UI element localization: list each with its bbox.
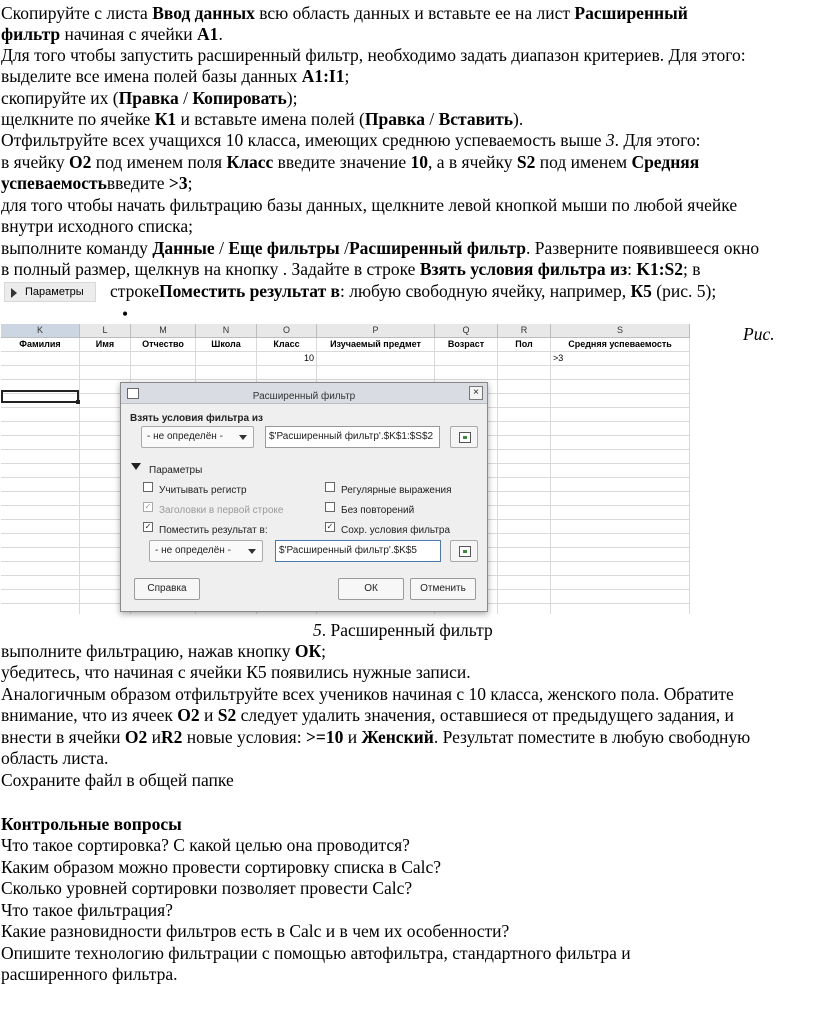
grid-cell[interactable] [1,590,80,604]
options-toggle-chip [4,282,96,302]
grid-cell[interactable] [498,394,551,408]
grid-cell[interactable] [1,520,80,534]
column-header-l[interactable]: L [80,324,131,338]
copy-results-label: Поместить результат в: [159,525,268,536]
grid-cell[interactable] [551,422,690,436]
grid-cell[interactable] [551,408,690,422]
figure-label: Рис. [743,324,775,344]
cell-s2[interactable]: >3 [551,352,690,366]
questions-heading: Контрольные вопросы [1,814,182,834]
grid-cell[interactable] [498,562,551,576]
output-shrink-button[interactable] [450,540,478,562]
grid-cell[interactable] [551,436,690,450]
grid-cell[interactable] [1,436,80,450]
cancel-button[interactable]: Отменить [410,578,476,600]
grid-cell[interactable] [551,534,690,548]
instruction-line: скопируйте их (Правка / Копировать); [1,88,298,108]
grid-cell[interactable] [1,464,80,478]
cell-r2[interactable] [498,352,551,366]
shrink-icon [459,432,471,443]
instruction-line: Для того чтобы запустить расширенный фильтр, необходимо задать диапазон критериев. Для этого: [1,45,746,65]
close-button[interactable]: × [469,386,483,400]
grid-cell[interactable] [1,408,80,422]
grid-cell[interactable] [1,366,80,380]
criteria-range-input[interactable]: $'Расширенный фильтр'.$K$1:$S$2 [265,426,440,448]
instruction-line: Сохраните файл в общей папке [1,770,234,790]
dialog-title: Расширенный фильтр [252,391,356,402]
instruction-line: Отфильтруйте всех учащихся 10 класса, имеющих среднюю успеваемость выше 3. Для этого: [1,130,701,150]
cell-m1[interactable]: Отчество [131,338,196,352]
grid-cell[interactable] [551,562,690,576]
criteria-combo-value: - не определён - [147,431,223,442]
cell-k1[interactable]: Фамилия [1,338,80,352]
instruction-line: выполните команду Данные / Еще фильтры /Расширенный фильтр. Разверните появившееся окно [1,238,760,258]
headers-first-row-checkbox[interactable]: ✓ [144,502,152,511]
grid-cell[interactable] [498,604,551,614]
case-sensitive-checkbox[interactable] [143,482,153,492]
cell-m2[interactable] [131,352,196,366]
column-header-k[interactable]: K [1,324,80,338]
expand-triangle-icon[interactable] [131,463,141,470]
grid-cell[interactable] [435,366,498,380]
advanced-filter-dialog [120,382,488,612]
grid-cell[interactable] [498,380,551,394]
grid-cell[interactable] [1,604,80,614]
grid-cell[interactable] [1,534,80,548]
chevron-down-icon [239,435,247,440]
grid-cell[interactable] [498,436,551,450]
grid-cell[interactable] [498,590,551,604]
grid-cell[interactable] [1,450,80,464]
grid-cell[interactable] [551,604,690,614]
bullet: • [122,304,129,324]
grid-cell[interactable] [498,548,551,562]
regex-checkbox[interactable] [325,482,335,492]
headers-first-row-label: Заголовки в первой строке [159,505,284,516]
cell-q1[interactable]: Возраст [435,338,498,352]
grid-cell[interactable] [498,534,551,548]
cell-q2[interactable] [435,352,498,366]
grid-cell[interactable] [498,492,551,506]
instruction-line: выделите все имена полей базы данных A1:I1; [1,66,350,86]
cell-l1[interactable]: Имя [80,338,131,352]
question-item: расширенного фильтра. [1,964,178,984]
question-item: Сколько уровней сортировки позволяет провести Calc? [1,878,413,898]
dialog-titlebar[interactable] [121,383,487,404]
grid-cell[interactable] [1,492,80,506]
instruction-line: строкеПоместить результат в: любую свободную ячейку, например, К5 (рис. 5); [110,281,717,301]
instruction-line: фильтр начиная с ячейки А1. [1,24,223,44]
cell-k2[interactable] [1,352,80,366]
instruction-line: выполните фильтрацию, нажав кнопку ОК; [1,641,327,661]
cell-n2[interactable] [196,352,257,366]
grid-cell[interactable] [551,380,690,394]
grid-cell[interactable] [80,366,131,380]
grid-cell[interactable] [498,576,551,590]
grid-cell[interactable] [551,450,690,464]
no-duplicates-label: Без повторений [341,505,415,516]
instruction-line: успеваемостьвведите >3; [1,173,193,193]
shrink-icon [459,546,471,557]
ok-button[interactable]: ОК [338,578,404,600]
criteria-shrink-button[interactable] [450,426,478,448]
grid-cell[interactable] [257,366,317,380]
grid-cell[interactable] [551,576,690,590]
chip-label: Параметры [25,286,84,298]
grid-cell[interactable] [1,576,80,590]
column-header-r[interactable]: R [498,324,551,338]
question-item: Что такое сортировка? С какой целью она проводится? [1,835,410,855]
grid-cell[interactable] [551,394,690,408]
instruction-line: для того чтобы начать фильтрацию базы данных, щелкните левой кнопкой мыши по любой ячейке [1,195,738,215]
grid-cell[interactable] [551,506,690,520]
grid-cell[interactable] [551,464,690,478]
grid-cell[interactable] [498,408,551,422]
instruction-line: внутри исходного списка; [1,216,193,236]
cell-p2[interactable] [317,352,435,366]
grid-cell[interactable] [551,492,690,506]
grid-cell[interactable] [498,478,551,492]
instruction-line: Скопируйте с листа Ввод данных всю область данных и вставьте ее на лист Расширенный [1,3,688,23]
output-range-input[interactable]: $'Расширенный фильтр'.$K$5 [275,540,441,562]
figure-caption: 5. Расширенный фильтр [313,620,493,640]
help-button[interactable]: Справка [134,578,200,600]
no-duplicates-checkbox[interactable] [325,502,335,512]
question-item: Что такое фильтрация? [1,900,173,920]
column-header-s[interactable]: S [551,324,690,338]
grid-cell[interactable] [551,548,690,562]
grid-cell[interactable] [498,464,551,478]
column-header-p[interactable]: P [317,324,435,338]
grid-cell[interactable] [1,478,80,492]
copy-results-checkbox[interactable]: ✓ [144,522,152,531]
column-header-o[interactable]: O [257,324,317,338]
column-header-n[interactable]: N [196,324,257,338]
grid-cell[interactable] [196,366,257,380]
output-combo-value: - не определён - [155,545,231,556]
grid-cell[interactable] [131,366,196,380]
case-sensitive-label: Учитывать регистр [159,485,247,496]
regex-label: Регулярные выражения [341,485,452,496]
cell-p1[interactable]: Изучаемый предмет [317,338,435,352]
cell-r1[interactable]: Пол [498,338,551,352]
grid-cell[interactable] [551,478,690,492]
cell-o1[interactable]: Класс [257,338,317,352]
instruction-line: в полный размер, щелкнув на кнопку . Задайте в строке Взять условия фильтра из: K1:S2; в [1,259,701,279]
instruction-line: внимание, что из ячеек О2 и S2 следует удалить значения, оставшиеся от предыдущего задания, и [1,705,734,725]
grid-cell[interactable] [1,562,80,576]
criteria-named-range-combo[interactable] [141,426,254,448]
cell-n1[interactable]: Школа [196,338,257,352]
instruction-line: в ячейку О2 под именем поля Класс введите значение 10, а в ячейку S2 под именем Средняя [1,152,700,172]
column-header-q[interactable]: Q [435,324,498,338]
options-expander-label[interactable]: Параметры [149,465,203,476]
instruction-line: область листа. [1,748,109,768]
grid-cell[interactable] [498,422,551,436]
grid-cell[interactable] [1,422,80,436]
grid-cell[interactable] [551,590,690,604]
grid-cell[interactable] [1,506,80,520]
grid-cell[interactable] [1,548,80,562]
selected-cell-k5[interactable] [1,390,79,403]
instruction-line: убедитесь, что начиная с ячейки К5 появились нужные записи. [1,662,471,682]
instruction-line: внести в ячейки О2 иR2 новые условия: >=10 и Женский. Результат поместите в любую свободную [1,727,751,747]
criteria-label: Взять условия фильтра из [130,413,263,424]
cell-o2[interactable]: 10 [257,352,317,366]
grid-cell[interactable] [551,366,690,380]
grid-cell[interactable] [498,366,551,380]
question-item: Опишите технологию фильтрации с помощью автофильтра, стандартного фильтра и [1,943,631,963]
instruction-line: Аналогичным образом отфильтруйте всех учеников начиная с 10 класса, женского пола. Обратите [1,684,734,704]
instruction-line: щелкните по ячейке К1 и вставьте имена полей (Правка / Вставить). [1,109,524,129]
grid-cell[interactable] [317,366,435,380]
column-header-m[interactable]: M [131,324,196,338]
question-item: Каким образом можно провести сортировку списка в Calc? [1,857,442,877]
grid-cell[interactable] [498,506,551,520]
chevron-down-icon [248,549,256,554]
question-item: Какие разновидности фильтров есть в Calc и в чем их особенности? [1,921,510,941]
grid-cell[interactable] [498,450,551,464]
expand-triangle-icon [11,288,17,298]
keep-criteria-checkbox[interactable]: ✓ [326,522,334,531]
cell-l2[interactable] [80,352,131,366]
output-named-range-combo[interactable] [149,540,263,562]
grid-cell[interactable] [551,520,690,534]
grid-cell[interactable] [498,520,551,534]
cell-s1[interactable]: Средняя успеваемость [551,338,690,352]
keep-criteria-label: Сохр. условия фильтра [341,525,451,536]
fill-handle[interactable] [76,400,80,404]
